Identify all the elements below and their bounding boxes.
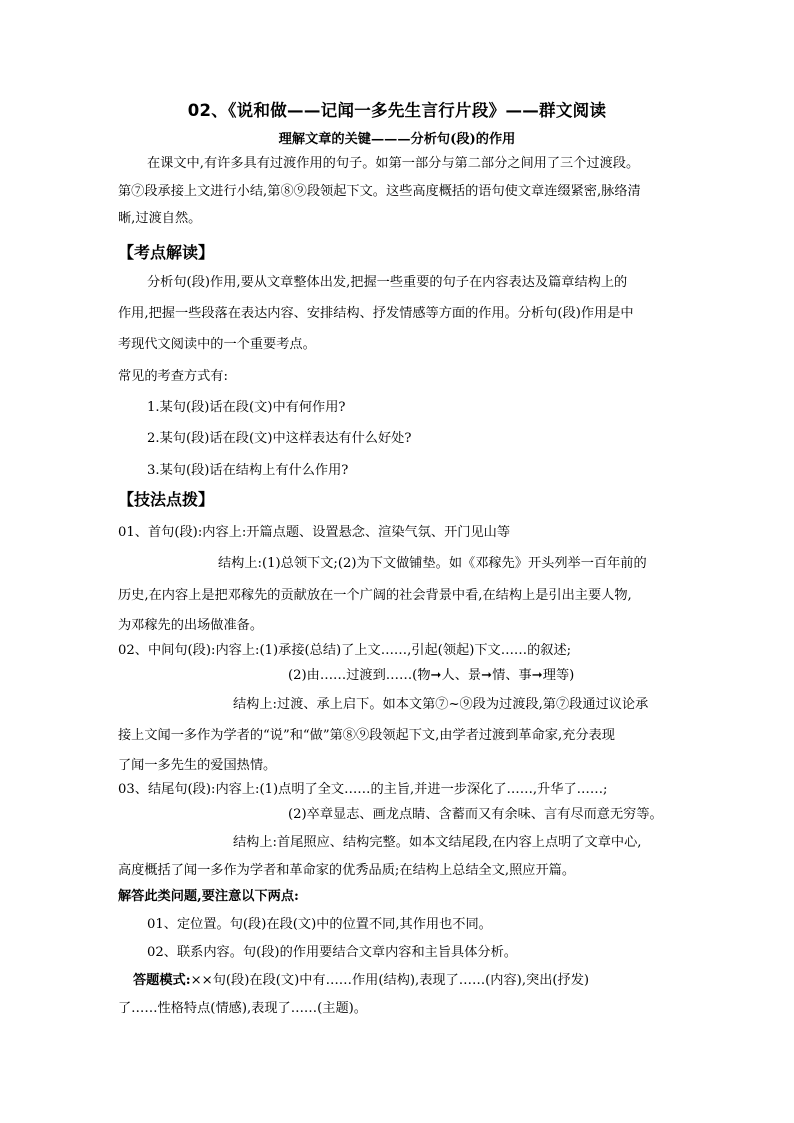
way-item-2: 2.某句(段)话在段(文)中这样表达有什么好处?	[147, 431, 412, 446]
page-subtitle: 理解文章的关键———分析句(段)的作用	[278, 132, 516, 147]
first-sentence-line-4: 为邓稼先的出场做准备。	[118, 618, 264, 633]
note-item-2: 02、联系内容。句(段)的作用要结合文章内容和主旨具体分析。	[147, 945, 517, 960]
last-sentence-line-3: 结构上:首尾照应、结构完整。如本文结尾段,在内容上点明了文章中心,	[233, 835, 642, 850]
answer-template-label: 答题模式:	[133, 973, 191, 988]
middle-sentence-line-2: (2)由……过渡到……(物➞人、景➞情、事➞理等)	[288, 668, 575, 683]
last-sentence-line-4: 高度概括了闻一多作为学者和革命家的优秀品质;在结构上总结全文,照应开篇。	[118, 863, 576, 878]
middle-sentence-line-1: 02、中间句(段):内容上:(1)承接(总结)了上文……,引起(领起)下文……的叙述;	[118, 643, 572, 658]
first-sentence-line-1: 01、首句(段):内容上:开篇点题、设置悬念、渲染气氛、开门见山等	[118, 525, 511, 540]
answer-template-line-1	[133, 972, 589, 990]
way-item-3: 3.某句(段)话在结构上有什么作用?	[147, 463, 349, 478]
page-title: 02、《说和做——记闻一多先生言行片段》——群文阅读	[187, 101, 607, 120]
notes-label: 解答此类问题,要注意以下两点:	[118, 889, 299, 904]
middle-sentence-line-3: 结构上:过渡、承上启下。如本文第⑦~⑨段为过渡段,第⑦段通过议论承	[233, 697, 649, 712]
intro-line-1: 在课文中,有许多具有过渡作用的句子。如第一部分与第二部分之间用了三个过渡段。	[147, 156, 640, 171]
way-item-1: 1.某句(段)话在段(文)中有何作用?	[147, 400, 346, 415]
middle-sentence-line-4: 接上文闻一多作为学者的“说”和“做”第⑧⑨段领起下文,由学者过渡到革命家,充分表现	[118, 728, 615, 743]
analysis-line-3: 考现代文阅读中的一个重要考点。	[118, 337, 316, 352]
last-sentence-line-1: 03、结尾句(段):内容上:(1)点明了全文……的主旨,并进一步深化了……,升华了……;	[118, 782, 608, 797]
first-sentence-line-2: 结构上:(1)总领下文;(2)为下文做铺垫。如《邓稼先》开头列举一百年前的	[218, 556, 647, 571]
intro-line-3: 晰,过渡自然。	[118, 211, 202, 226]
answer-template-text: ××句(段)在段(文)中有……作用(结构),表现了……(内容),突出(抒发)	[190, 973, 590, 988]
last-sentence-line-2: (2)卒章显志、画龙点睛、含蓄而又有余味、言有尽而意无穷等。	[288, 807, 663, 822]
section-heading-kaodian: 【考点解读】	[118, 243, 215, 262]
analysis-line-1: 分析句(段)作用,要从文章整体出发,把握一些重要的句子在内容表达及篇章结构上的	[147, 275, 628, 290]
note-item-1: 01、定位置。句(段)在段(文)中的位置不同,其作用也不同。	[147, 917, 492, 932]
middle-sentence-line-5: 了闻一多先生的爱国热情。	[118, 758, 277, 773]
answer-template-line-2: 了……性格特点(情感),表现了……(主题)。	[118, 1001, 367, 1016]
analysis-line-2: 作用,把握一些段落在表达内容、安排结构、抒发情感等方面的作用。分析句(段)作用是中	[118, 306, 634, 321]
first-sentence-line-3: 历史,在内容上是把邓稼先的贡献放在一个广阔的社会背景中看,在结构上是引出主要人物,	[118, 588, 632, 603]
ways-label: 常见的考查方式有:	[118, 369, 228, 384]
intro-line-2: 第⑦段承接上文进行小结,第⑧⑨段领起下文。这些高度概括的语句使文章连缀紧密,脉络清	[118, 184, 641, 199]
section-heading-jifa: 【技法点拨】	[118, 490, 215, 509]
